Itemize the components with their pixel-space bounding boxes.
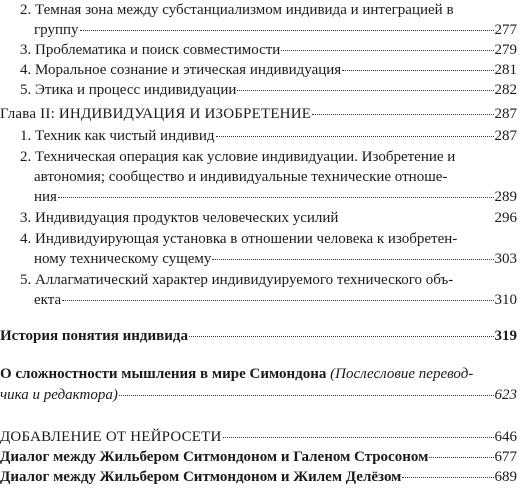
page-number: 677	[494, 449, 517, 465]
toc-entry-technical-operation-line3[interactable]	[0, 187, 521, 207]
page-number: 646	[494, 429, 517, 445]
toc-entry-title: 2. Техническая операция как условие индивидуации. Изобретение и	[20, 149, 456, 165]
dot-leader	[58, 197, 494, 198]
toc-dialogue-deleuze[interactable]	[0, 467, 521, 487]
toc-entry-allagmatic-line2[interactable]	[0, 290, 521, 310]
toc-dialogue-strawson[interactable]	[0, 447, 521, 467]
dot-leader	[216, 136, 494, 137]
toc-entry-title: 2. Темная зона между субстанциализмом индивида и интеграцией в	[20, 2, 454, 18]
toc-history[interactable]	[0, 326, 521, 346]
dot-leader	[281, 50, 493, 51]
toc-entry-title: екта	[34, 292, 62, 308]
page-number: 689	[494, 469, 517, 485]
toc-entry-attitude-line1	[0, 229, 521, 249]
page-number: 282	[494, 82, 517, 98]
dot-leader	[402, 477, 493, 478]
page-number: 623	[494, 387, 517, 403]
page-number: 289	[494, 189, 517, 205]
toc-afterword-line1	[0, 364, 521, 384]
toc-entry-title: группу	[34, 22, 79, 38]
section-title: Диалог между Жильбером Ситмондоном и Жилем Делёзом	[0, 469, 402, 485]
dot-leader	[342, 70, 493, 71]
page-number: 281	[494, 62, 517, 78]
dot-leader	[223, 437, 494, 438]
toc-entry-technical-operation-line1	[0, 147, 521, 167]
toc-addition[interactable]	[0, 427, 521, 447]
dot-leader	[80, 30, 494, 31]
page-number: 287	[494, 106, 517, 122]
toc-entry-title: ния	[34, 189, 57, 205]
page-number: 319	[494, 328, 517, 344]
toc-entry-technical-operation-line2	[0, 167, 521, 187]
toc-entry-technician[interactable]	[0, 126, 521, 146]
page-number: 310	[494, 292, 517, 308]
section-title: История понятия индивида	[0, 328, 188, 344]
toc-entry-products[interactable]	[0, 208, 521, 228]
dot-leader	[429, 457, 493, 458]
dot-leader	[237, 90, 493, 91]
page-number: 303	[494, 251, 517, 267]
toc-entry-title: 4. Индивидуирующая установка в отношении человека к изобретен-	[20, 231, 458, 247]
dot-leader	[189, 336, 494, 337]
toc-entry-title: 3. Проблематика и поиск совместимости	[20, 42, 281, 58]
page-number: 277	[494, 22, 517, 38]
page-number: 287	[494, 128, 517, 144]
section-title: Диалог между Жильбером Ситмондоном и Галеном Стросоном	[0, 449, 429, 465]
toc-entry-title: 5. Этика и процесс индивидуации	[20, 82, 237, 98]
dot-leader	[312, 114, 493, 115]
dot-leader	[119, 395, 494, 396]
toc-entry-dark-zone-line2[interactable]	[0, 20, 521, 40]
chapter-title: Глава II: ИНДИВИДУАЦИЯ И ИЗОБРЕТЕНИЕ	[0, 106, 312, 122]
toc-entry-moral-consciousness[interactable]	[0, 60, 521, 80]
toc-afterword-line2[interactable]	[0, 385, 521, 405]
toc-entry-title: ному техническому сущему	[34, 251, 212, 267]
dot-leader	[62, 300, 493, 301]
toc-entry-dark-zone-line1	[0, 0, 521, 20]
toc-entry-ethics[interactable]	[0, 80, 521, 100]
section-subtitle: чика и редактора)	[0, 387, 118, 403]
toc-entry-title: 3. Индивидуация продуктов человеческих усилий	[20, 210, 339, 226]
section-subtitle: (Послесловие перевод-	[330, 366, 474, 382]
toc-entry-allagmatic-line1	[0, 270, 521, 290]
section-title: ДОБАВЛЕНИЕ ОТ НЕЙРОСЕТИ	[0, 429, 222, 445]
toc-entry-compatibility[interactable]	[0, 40, 521, 60]
toc-entry-title: 5. Аллагматический характер индивидуируемого технического объ-	[20, 272, 454, 288]
page-number: 279	[494, 42, 517, 58]
toc-entry-attitude-line2[interactable]	[0, 249, 521, 269]
dot-leader	[212, 259, 493, 260]
page-number: 296	[494, 210, 517, 226]
toc-chapter-2[interactable]	[0, 104, 521, 124]
toc-entry-title: 1. Техник как чистый индивид	[20, 128, 215, 144]
section-title: О сложностности мышления в мире Симондона	[0, 366, 327, 382]
toc-entry-title: автономия; сообщество и индивидуальные технические отноше-	[34, 169, 448, 185]
toc-entry-title: 4. Моральное сознание и этическая индивидуация	[20, 62, 342, 78]
